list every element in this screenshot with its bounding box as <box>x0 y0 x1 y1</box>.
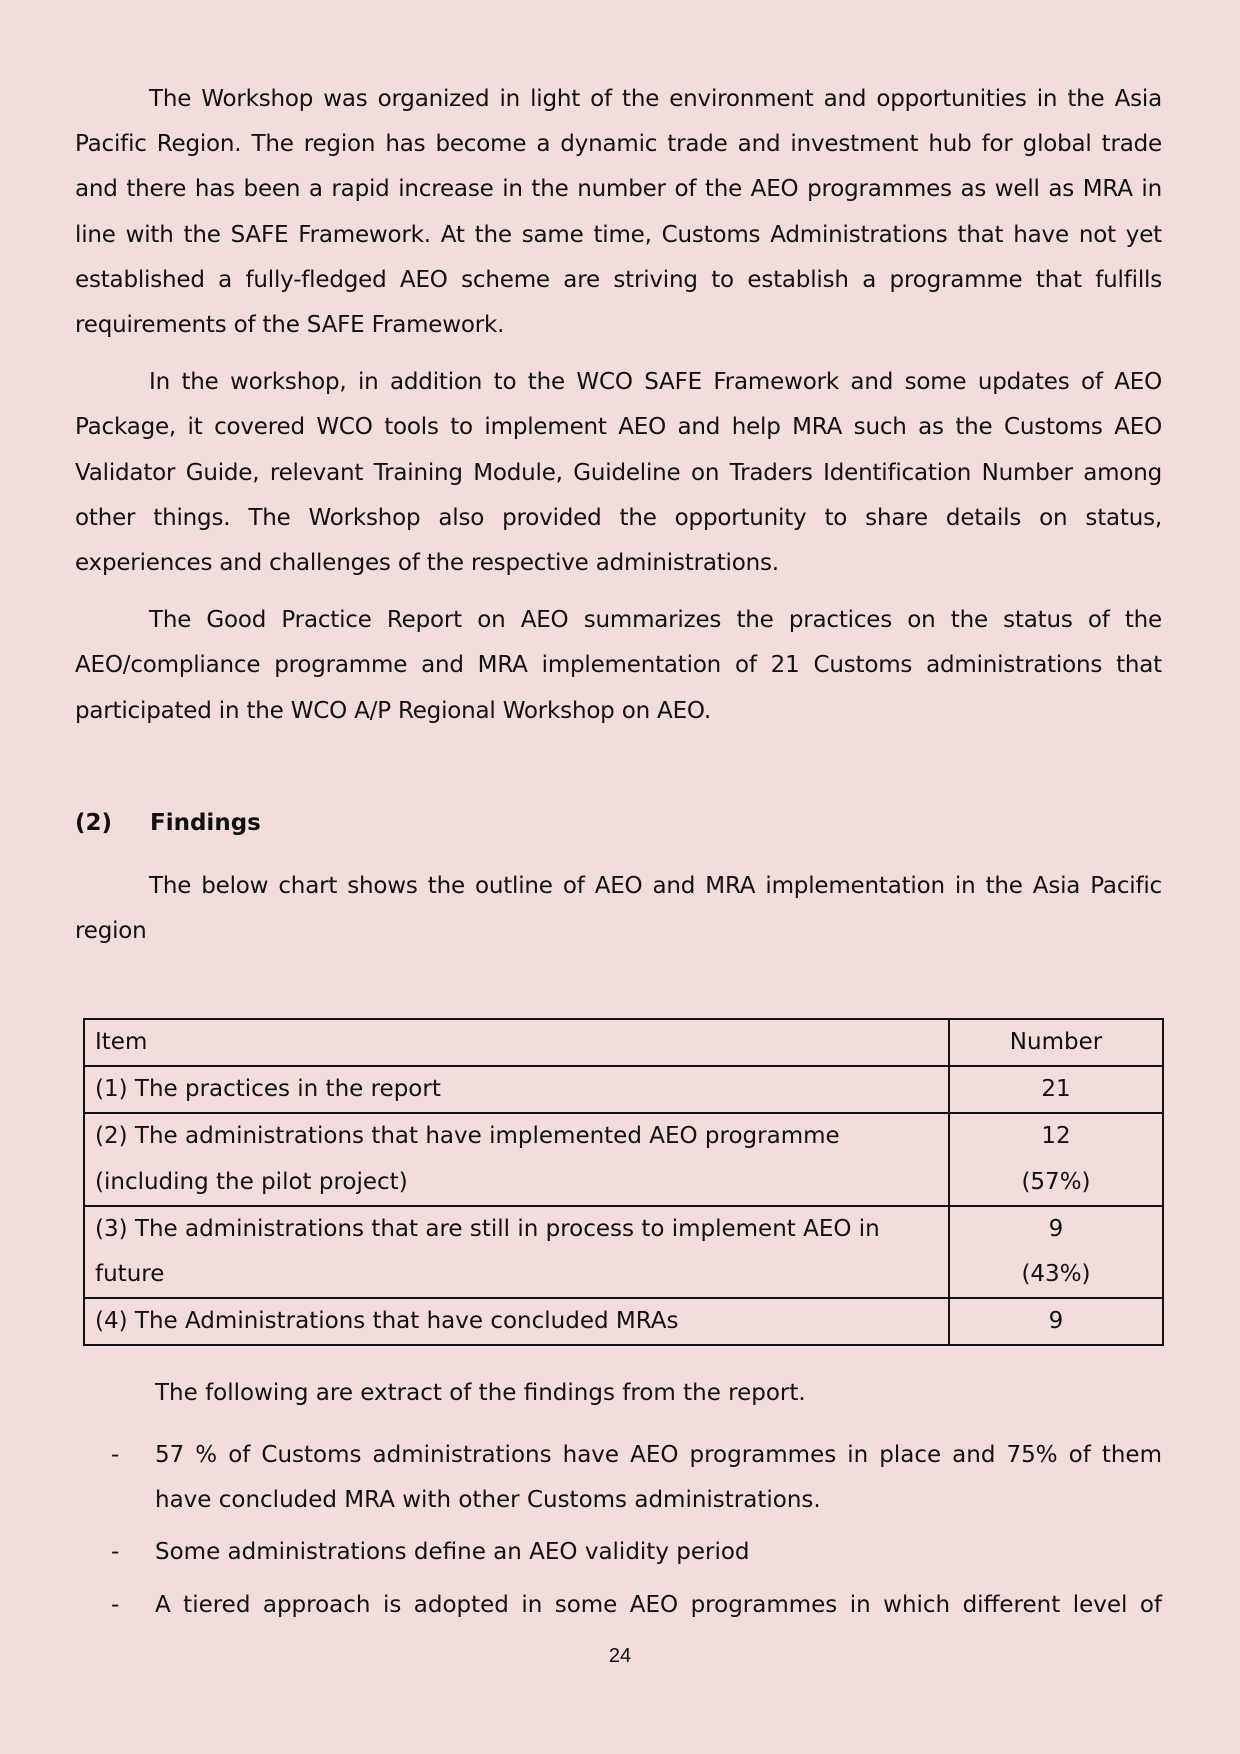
cell-line: (including the pilot project) <box>95 1168 408 1195</box>
table-header-number: Number <box>949 1019 1163 1066</box>
summary-table <box>83 1018 1164 1346</box>
cell-line: 21 <box>1041 1076 1071 1103</box>
table-cell-number <box>949 1113 1163 1205</box>
list-item <box>75 1583 1162 1628</box>
list-item <box>75 1433 1162 1523</box>
cell-line: (43%) <box>1021 1261 1091 1288</box>
table-cell-number <box>949 1206 1163 1298</box>
paragraph-workshop-content: In the workshop, in addition to the WCO SAFE Framework and some updates of AEO Package, it covered WCO tools to implement AEO and help MRA such as the Customs AEO Validator Guide, relevant Training Module, Guideline on Traders Identification Number among other things. The Workshop also provided the opportunity to share details on status, experiences and challenges of the respective administrations. <box>75 369 1162 577</box>
table-row <box>84 1206 1163 1298</box>
paragraph-chart-intro: The below chart shows the outline of AEO and MRA implementation in the Asia Pacific region <box>75 873 1162 945</box>
list-item <box>75 1530 1162 1575</box>
cell-line: 9 <box>1048 1308 1064 1335</box>
list-item-text: A tiered approach is adopted in some AEO programmes in which different level of <box>155 1591 1162 1618</box>
table-cell-item <box>84 1066 949 1113</box>
list-item-text: 57 % of Customs administrations have AEO programmes in place and 75% of them have concluded MRA with other Customs administrations. <box>155 1442 1162 1514</box>
paragraph-good-practice-report: The Good Practice Report on AEO summarizes the practices on the status of the AEO/compliance programme and MRA implementation of 21 Customs administrations that participated in the WCO A/P Regional Workshop on AEO. <box>75 607 1162 724</box>
cell-line: (3) The administrations that are still in process to implement AEO in <box>95 1215 880 1242</box>
section-number: (2) <box>75 810 113 836</box>
cell-line: future <box>95 1261 165 1288</box>
table-cell-item <box>84 1113 949 1205</box>
table-row <box>84 1113 1163 1205</box>
table-cell-item <box>84 1206 949 1298</box>
table-cell-item <box>84 1298 949 1345</box>
findings-lead: The following are extract of the findings from the report. <box>155 1380 806 1406</box>
table-header-row <box>84 1019 1163 1066</box>
paragraph-workshop-context: The Workshop was organized in light of the environment and opportunities in the Asia Pacific Region. The region has become a dynamic trade and investment hub for global trade and there has been a rapid increase in the number of the AEO programmes as well as MRA in line with the SAFE Framework. At the same time, Customs Administrations that have not yet established a fully-fledged AEO scheme are striving to establish a programme that fulfills requirements of the SAFE Framework. <box>75 86 1162 339</box>
cell-line: (1) The practices in the report <box>95 1076 441 1103</box>
list-item-text: Some administrations define an AEO validity period <box>155 1539 750 1566</box>
section-heading <box>75 810 261 836</box>
dash-bullet: - <box>111 1591 120 1618</box>
findings-list <box>75 1433 1162 1635</box>
table-cell-number <box>949 1066 1163 1113</box>
cell-line: 9 <box>1048 1215 1064 1242</box>
cell-line: (4) The Administrations that have concluded MRAs <box>95 1308 679 1335</box>
cell-line: 12 <box>1041 1123 1071 1150</box>
table-row <box>84 1298 1163 1345</box>
table-row <box>84 1066 1163 1113</box>
table-header-item: Item <box>84 1019 949 1066</box>
cell-line: (57%) <box>1021 1168 1091 1195</box>
section-title: Findings <box>150 810 261 836</box>
cell-line: (2) The administrations that have implemented AEO programme <box>95 1123 840 1150</box>
dash-bullet: - <box>111 1539 120 1566</box>
page-number: 24 <box>608 1645 632 1667</box>
dash-bullet: - <box>111 1442 120 1468</box>
table-cell-number <box>949 1298 1163 1345</box>
body-text <box>75 77 1162 746</box>
